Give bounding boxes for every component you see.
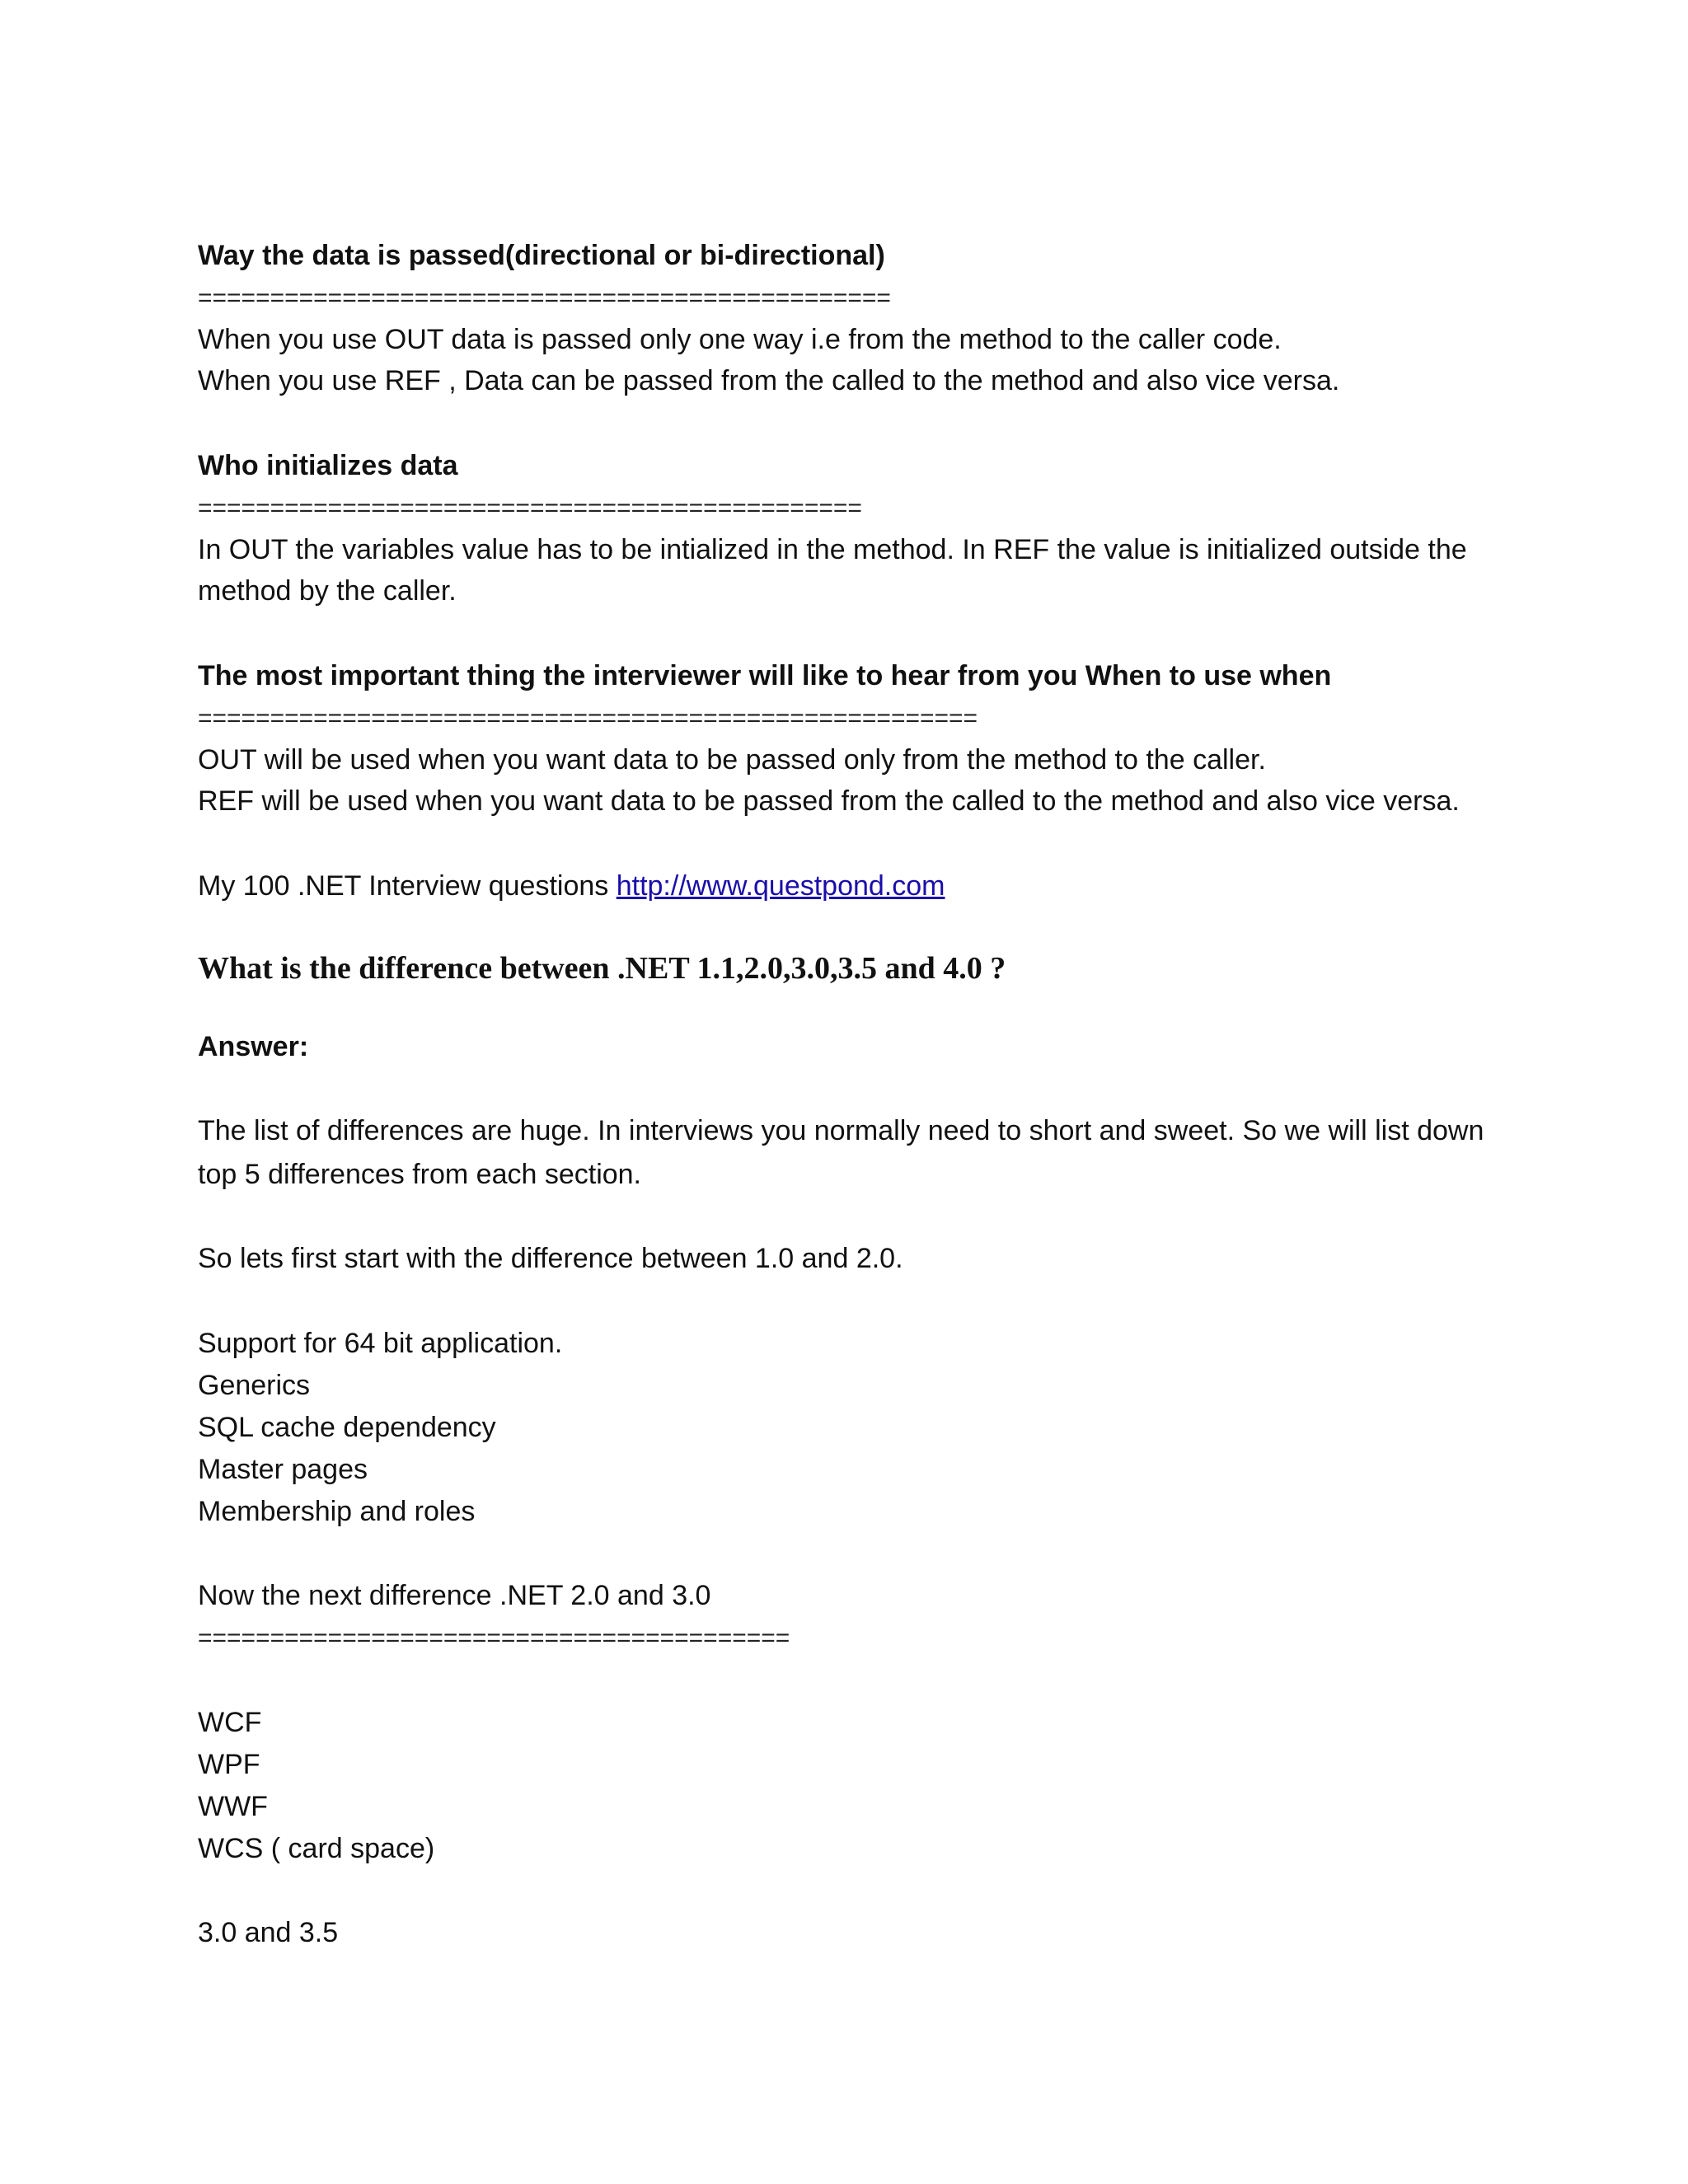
list-item: Support for 64 bit application. [198,1328,563,1359]
paragraph-line: OUT will be used when you want data to be passed only from the method to the caller. [198,744,1266,776]
list-item: Generics [198,1370,311,1401]
next-section-line: 3.0 and 3.5 [198,1917,339,1948]
paragraph-line: When you use OUT data is passed only one way i.e from the method to the caller code. [198,324,1282,355]
rule-1: ================================================ [198,284,891,312]
first-diff-line: So lets first start with the difference between 1.0 and 2.0. [198,1243,903,1274]
paragraph-line: The list of differences are huge. In interviews you normally need to short and sweet. So we will list down [198,1115,1484,1146]
heading-way-data-passed: Way the data is passed(directional or bi-directional) [198,240,885,271]
promo-line [198,869,945,902]
heading-who-initializes: Who initializes data [198,450,458,481]
paragraph-line: REF will be used when you want data to be passed from the called to the method and also vice versa. [198,785,1460,817]
paragraph-line: In OUT the variables value has to be intialized in the method. In REF the value is initialized outside the [198,534,1467,565]
rule-4: ========================================= [198,1624,790,1652]
paragraph-line: When you use REF , Data can be passed from the called to the method and also vice versa. [198,365,1340,396]
list-item: SQL cache dependency [198,1412,496,1443]
heading-when-to-use: The most important thing the interviewer will like to hear from you When to use when [198,660,1332,691]
paragraph-line: top 5 differences from each section. [198,1159,642,1190]
next-diff-line: Now the next difference .NET 2.0 and 3.0 [198,1580,711,1611]
answer-label: Answer: [198,1031,309,1062]
promo-text: My 100 .NET Interview questions [198,870,617,902]
questpond-link[interactable]: http://www.questpond.com [616,870,945,902]
paragraph-line: method by the caller. [198,575,457,607]
list-item: WCS ( card space) [198,1833,435,1864]
rule-2: ============================================== [198,494,862,522]
rule-3: ====================================================== [198,705,978,732]
list-item: Membership and roles [198,1496,476,1527]
list-item: WPF [198,1749,260,1780]
list-item: WCF [198,1707,262,1738]
list-item: Master pages [198,1454,368,1485]
list-item: WWF [198,1791,268,1822]
question-title: What is the difference between .NET 1.1,2.0,3.0,3.5 and 4.0 ? [198,951,1006,986]
